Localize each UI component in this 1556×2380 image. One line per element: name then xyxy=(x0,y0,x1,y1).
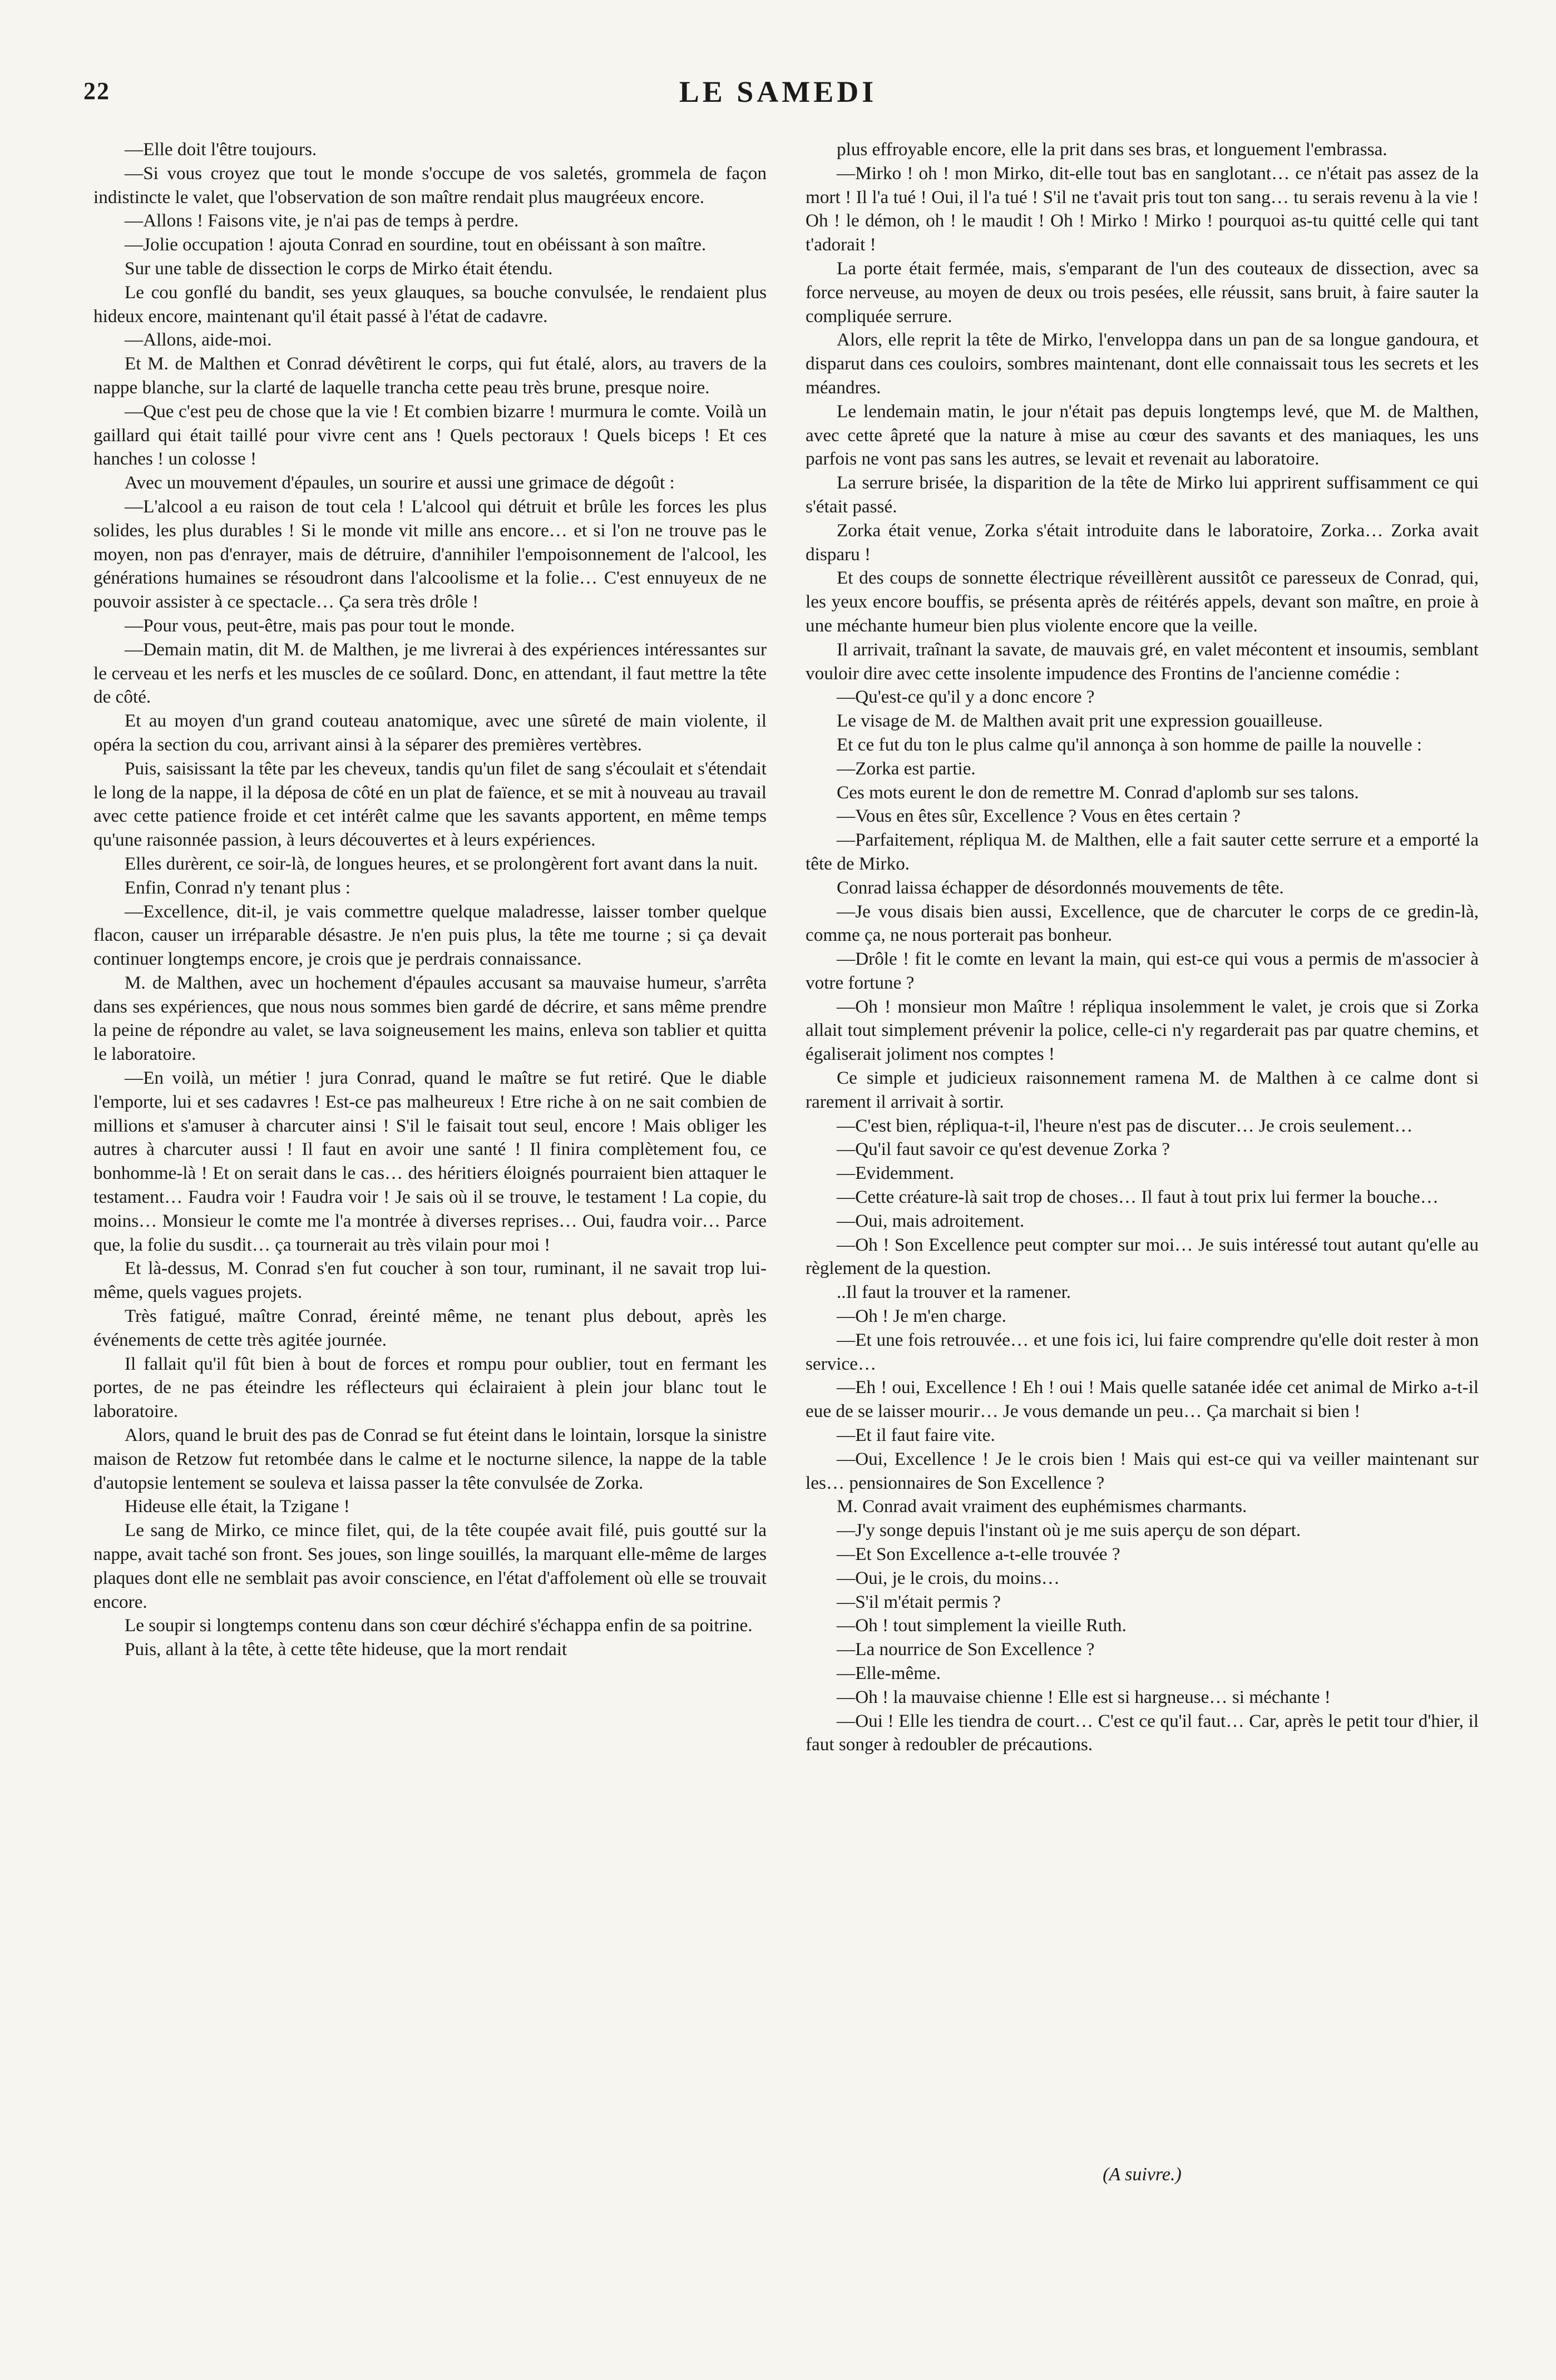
paragraph: —Mirko ! oh ! mon Mirko, dit-elle tout bas en sanglotant… ce n'était pas assez de la mort ! Il l'a tué ! Oui, il l'a tué ! S'il ne t'avait pris tout ton sang… tu serais revenu à la vie ! Oh ! le démon, oh ! le maudit ! Oh ! Mirko ! Mirko ! pourquoi as-tu quitté celle qui tant t'adorait ! xyxy=(806,162,1479,255)
paragraph: —Demain matin, dit M. de Malthen, je me livrerai à des expériences intéressantes sur le cerveau et les nerfs et les muscles de ce soûlard. Donc, en attendant, il faut mettre la tête de côté. xyxy=(93,639,767,708)
paragraph: Avec un mouvement d'épaules, un sourire et aussi une grimace de dégoût : xyxy=(125,472,675,493)
left-column xyxy=(93,138,767,1662)
paragraph: M. de Malthen, avec un hochement d'épaules accusant sa mauvaise humeur, s'arrêta dans ses expériences, que nous nous sommes bien gardé de décrire, et sans même prendre la peine de répondre au valet, se lava soigneusement les mains, enleva son tablier et quitta le laboratoire. xyxy=(93,972,767,1065)
paragraph: Le lendemain matin, le jour n'était pas depuis longtemps levé, que M. de Malthen, avec cette âpreté que la nature à mise au cœur des savants et des maniaques, les uns parfois ne vont pas sans les autres, se levait et revenait au laboratoire. xyxy=(806,401,1479,470)
paragraph: —Elle-même. xyxy=(837,1663,941,1683)
paragraph: M. Conrad avait vraiment des euphémismes charmants. xyxy=(837,1496,1247,1517)
paragraph: —Qu'est-ce qu'il y a donc encore ? xyxy=(837,687,1095,708)
paragraph: Le cou gonflé du bandit, ses yeux glauques, sa bouche convulsée, le rendaient plus hideux encore, maintenant qu'il était passé à l'état de cadavre. xyxy=(93,282,767,327)
paragraph: Le soupir si longtemps contenu dans son cœur déchiré s'échappa enfin de sa poitrine. xyxy=(125,1615,753,1636)
paragraph: —Qu'il faut savoir ce qu'est devenue Zorka ? xyxy=(837,1139,1170,1160)
paragraph: —Elle doit l'être toujours. xyxy=(125,139,317,160)
paragraph: Elles durèrent, ce soir-là, de longues heures, et se prolongèrent fort avant dans la nuit. xyxy=(125,853,758,874)
paragraph: —Oh ! tout simplement la vieille Ruth. xyxy=(837,1615,1127,1636)
paragraph: —Et Son Excellence a-t-elle trouvée ? xyxy=(837,1544,1120,1565)
paragraph: —Oh ! Je m'en charge. xyxy=(837,1306,1006,1327)
paragraph: —Je vous disais bien aussi, Excellence, que de charcuter le corps de ce gredin-là, comme ça, ne nous porterait pas bonheur. xyxy=(806,901,1479,946)
paragraph: Et au moyen d'un grand couteau anatomique, avec une sûreté de main violente, il opéra la section du cou, arrivant ainsi à la séparer des premières vertèbres. xyxy=(93,710,767,755)
paragraph: —Drôle ! fit le comte en levant la main, qui est-ce qui vous a permis de m'associer à votre fortune ? xyxy=(806,949,1479,993)
running-head-title: LE SAMEDI xyxy=(679,75,877,108)
paragraph: —En voilà, un métier ! jura Conrad, quand le maître se fut retiré. Que le diable l'emporte, lui et ses cadavres ! Est-ce pas malheureux ! Etre riche à on ne sait combien de millions et s'amuser à charcuter ainsi ! S'il le faisait tout seul, encore ! Mais obliger les autres à charcuter aussi ! Il faut en avoir une santé ! Il finira complètement fou, ce bonhomme-là ! Et on serait dans le cas… des héritiers éloignés pourraient bien attaquer le testament… Faudra voir ! Faudra voir ! Je sais où il se trouve, le testament ! La copie, du moins… Monsieur le comte me l'a montrée à diverses reprises… Oui, faudra voir… Parce que, la folie du susdit… ça tournerait au très vilain pour moi ! xyxy=(93,1068,767,1255)
paragraph: —Zorka est partie. xyxy=(837,758,976,779)
paragraph: Ce simple et judicieux raisonnement ramena M. de Malthen à ce calme dont si rarement il arrivait à sortir. xyxy=(806,1068,1479,1112)
paragraph: —L'alcool a eu raison de tout cela ! L'alcool qui détruit et brûle les forces les plus solides, les plus durables ! Si le monde vit mille ans encore… et si l'on ne trouve pas le moyen, non pas d'enrayer, mais de détruire, d'annihiler l'empoisonnement de l'alcool, les générations humaines se résoudront dans l'alcoolisme et la folie… C'est ennuyeux de ne pouvoir assister à ce spectacle… Ça sera très drôle ! xyxy=(93,496,767,613)
paragraph: —Oui, mais adroitement. xyxy=(837,1210,1025,1231)
paragraph: —Allons, aide-moi. xyxy=(125,329,272,350)
page-number: 22 xyxy=(83,77,110,105)
paragraph: —Que c'est peu de chose que la vie ! Et combien bizarre ! murmura le comte. Voilà un gaillard qui était taillé pour vivre cent ans ! Quels pectoraux ! Quels biceps ! Et ces hanches ! un colosse ! xyxy=(93,401,767,470)
paragraph: —J'y songe depuis l'instant où je me suis aperçu de son départ. xyxy=(837,1520,1301,1541)
to-be-continued: (A suivre.) xyxy=(1103,2164,1182,2185)
paragraph: Et là-dessus, M. Conrad s'en fut coucher à son tour, ruminant, il ne savait trop lui-même, quels vagues projets. xyxy=(93,1258,767,1303)
paragraph: —Oh ! la mauvaise chienne ! Elle est si hargneuse… si méchante ! xyxy=(837,1686,1331,1707)
paragraph: —Eh ! oui, Excellence ! Eh ! oui ! Mais quelle satanée idée cet animal de Mirko a-t-il eue de se laisser mourir… Je vous demande un peu… Ça marchait si bien ! xyxy=(806,1377,1479,1422)
paragraph: —La nourrice de Son Excellence ? xyxy=(837,1639,1095,1660)
paragraph: Et M. de Malthen et Conrad dévêtirent le corps, qui fut étalé, alors, au travers de la nappe blanche, sur la clarté de laquelle trancha cette peau très brune, presque noire. xyxy=(93,353,767,398)
right-column xyxy=(806,138,1479,1757)
paragraph: Le sang de Mirko, ce mince filet, qui, de la tête coupée avait filé, puis goutté sur la nappe, avait taché son front. Ses joues, son linge souillés, la marquant elle-même de larges plaques dont elle ne semblait pas avoir conscience, en l'état d'affolement où elle se trouvait encore. xyxy=(93,1520,767,1612)
paragraph: —Si vous croyez que tout le monde s'occupe de vos saletés, grommela de façon indistincte le valet, que l'observation de son maître rendait plus maugréeux encore. xyxy=(93,162,767,208)
paragraph: —Pour vous, peut-être, mais pas pour tout le monde. xyxy=(125,615,515,636)
paragraph: —Cette créature-là sait trop de choses… Il faut à tout prix lui fermer la bouche… xyxy=(837,1187,1439,1208)
paragraph: —Oui ! Elle les tiendra de court… C'est ce qu'il faut… Car, après le petit tour d'hier, il faut songer à redoubler de précautions. xyxy=(806,1710,1479,1755)
paragraph: Alors, elle reprit la tête de Mirko, l'enveloppa dans un pan de sa longue gandoura, et disparut dans ces couloirs, sombres maintenant, dont elle connaissait tous les secrets et les méandres. xyxy=(806,329,1479,398)
paragraph: Zorka était venue, Zorka s'était introduite dans le laboratoire, Zorka… Zorka avait disparu ! xyxy=(806,520,1479,565)
paragraph: Alors, quand le bruit des pas de Conrad se fut éteint dans le lointain, lorsque la sinistre maison de Retzow fut retombée dans le calme et le nocturne silence, la nappe de la table d'autopsie lentement se souleva et laissa passer la tête convulsée de Zorka. xyxy=(93,1425,767,1493)
paragraph: Il arrivait, traînant la savate, de mauvais gré, en valet mécontent et insoumis, semblant vouloir dire avec cette insolente impudence des Frontins de l'ancienne comédie : xyxy=(806,639,1479,684)
paragraph: La serrure brisée, la disparition de la tête de Mirko lui apprirent suffisamment ce qui s'était passé. xyxy=(806,472,1479,517)
paragraph: —Parfaitement, répliqua M. de Malthen, elle a fait sauter cette serrure et a emporté la tête de Mirko. xyxy=(806,829,1479,874)
paragraph: Très fatigué, maître Conrad, éreinté même, ne tenant plus debout, après les événements de cette très agitée journée. xyxy=(93,1306,767,1350)
paragraph: Puis, saisissant la tête par les cheveux, tandis qu'un filet de sang s'écoulait et s'étendait le long de la nappe, il la déposa de côté en un plat de faïence, et se mit à nouveau au travail avec cette patience froide et cet intérêt calme que les savants apportent, en même temps qu'une raisonnée passion, à leurs découvertes et à leurs expériences. xyxy=(93,758,767,851)
paragraph: —Oui, Excellence ! Je le crois bien ! Mais qui est-ce qui va veiller maintenant sur les… pensionnaires de Son Excellence ? xyxy=(806,1448,1479,1493)
paragraph: Et ce fut du ton le plus calme qu'il annonça à son homme de paille la nouvelle : xyxy=(837,734,1422,755)
paragraph: —Et une fois retrouvée… et une fois ici, lui faire comprendre qu'elle doit rester à mon service… xyxy=(806,1329,1479,1374)
paragraph: Il fallait qu'il fût bien à bout de forces et rompu pour oublier, tout en fermant les portes, de ne pas éteindre les réflecteurs qui éclairaient à plein jour blanc tout le laboratoire. xyxy=(93,1353,767,1422)
paragraph: Ces mots eurent le don de remettre M. Conrad d'aplomb sur ses talons. xyxy=(837,782,1359,803)
paragraph: —Allons ! Faisons vite, je n'ai pas de temps à perdre. xyxy=(125,210,519,231)
paragraph: —S'il m'était permis ? xyxy=(837,1591,1001,1612)
paragraph: —Jolie occupation ! ajouta Conrad en sourdine, tout en obéissant à son maître. xyxy=(125,234,707,255)
paragraph: Et des coups de sonnette électrique réveillèrent aussitôt ce paresseux de Conrad, qui, les yeux encore bouffis, se présenta après de réitérés appels, devant son maître, en proie à une méchante humeur bien plus violente encore que la veille. xyxy=(806,567,1479,636)
paragraph: —Oh ! monsieur mon Maître ! répliqua insolemment le valet, je crois que si Zorka allait tout simplement prévenir la police, celle-ci n'y regarderait pas par quatre chemins, et égaliserait joliment nos comptes ! xyxy=(806,996,1479,1065)
paragraph: La porte était fermée, mais, s'emparant de l'un des couteaux de dissection, avec sa force nerveuse, au moyen de deux ou trois pesées, elle réussit, sans bruit, à faire sauter la compliquée serrure. xyxy=(806,258,1479,327)
paragraph: —C'est bien, répliqua-t-il, l'heure n'est pas de discuter… Je crois seulement… xyxy=(837,1115,1413,1136)
paragraph: Puis, allant à la tête, à cette tête hideuse, que la mort rendait xyxy=(125,1639,567,1660)
paragraph: —Evidemment. xyxy=(837,1163,955,1184)
paragraph: —Oh ! Son Excellence peut compter sur moi… Je suis intéressé tout autant qu'elle au règlement de la question. xyxy=(806,1234,1479,1279)
paragraph: Enfin, Conrad n'y tenant plus : xyxy=(125,877,351,898)
paragraph: Sur une table de dissection le corps de Mirko était étendu. xyxy=(125,258,553,279)
paragraph: Conrad laissa échapper de désordonnés mouvements de tête. xyxy=(837,877,1284,898)
paragraph: —Excellence, dit-il, je vais commettre quelque maladresse, laisser tomber quelque flacon, causer un irréparable désastre. Je n'en puis plus, la tête me tourne ; si ça devait continuer longtemps encore, je crois que je perdrais connaissance. xyxy=(93,901,767,970)
paragraph: Le visage de M. de Malthen avait prit une expression gouailleuse. xyxy=(837,710,1323,732)
paragraph: —Oui, je le crois, du moins… xyxy=(837,1567,1060,1588)
paragraph: plus effroyable encore, elle la prit dans ses bras, et longuement l'embrassa. xyxy=(837,139,1387,160)
paragraph: Hideuse elle était, la Tzigane ! xyxy=(125,1496,350,1517)
paragraph: ..Il faut la trouver et la ramener. xyxy=(837,1282,1071,1303)
paragraph: —Vous en êtes sûr, Excellence ? Vous en êtes certain ? xyxy=(837,806,1241,827)
paragraph: —Et il faut faire vite. xyxy=(837,1425,995,1446)
